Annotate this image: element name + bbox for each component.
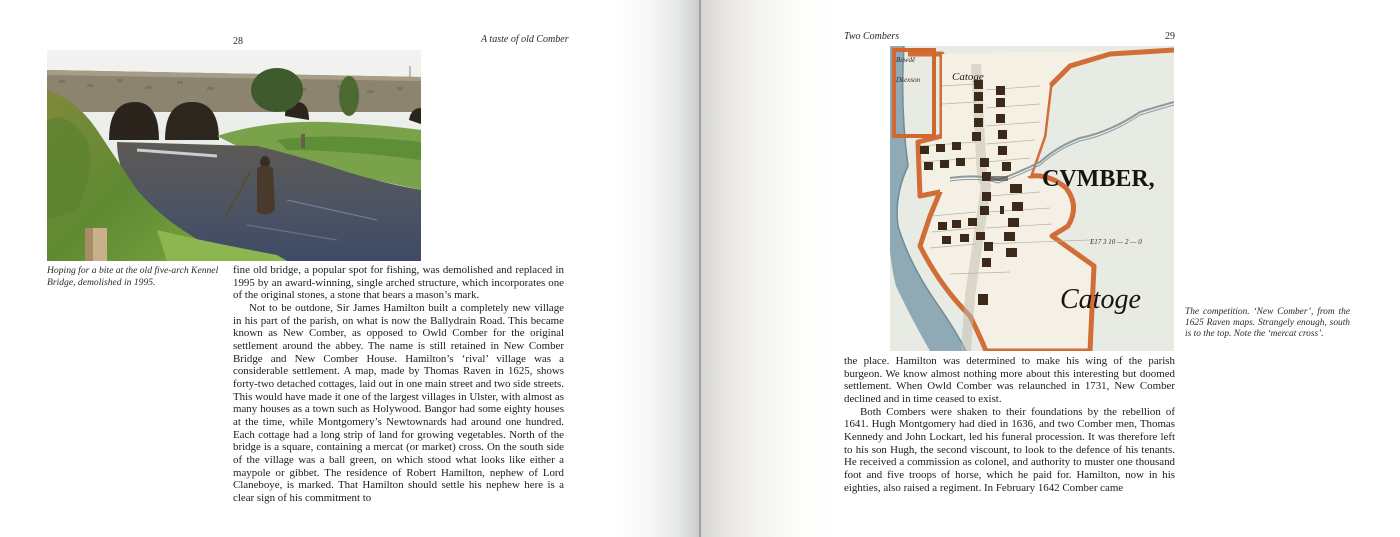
kennel-bridge-image — [47, 50, 421, 261]
map-label-catoge-bottom: Catoge — [1060, 284, 1141, 315]
map-label-bowde: Bowdē — [896, 56, 916, 64]
left-page-body — [233, 264, 564, 504]
map-label-dkexson: Dkexson — [896, 76, 921, 84]
paragraph: fine old bridge, a popular spot for fishing, was demolished and replaced in 1995 by an award-winning, single arched structure, which incorporates one of the original stones, a stone that bears a mason’s mark. — [233, 264, 564, 302]
map-label-town: CVMBER, — [1042, 166, 1155, 192]
page-number-right: 29 — [1165, 31, 1175, 42]
paragraph: Not to be outdone, Sir James Hamilton built a completely new village in his part of the parish, on what is now the Ballydrain Road. This became known as New Comber, as opposed to Owld Comber for the original settlement around the abbey. The name is still retained in New Comber Bridge and New Comber House. Hamilton’s ‘rival’ village was a considerable settlement. A map, made by Thomas Raven in 1625, shows forty-two detached cottages, laid out in one main street and two side streets. This would have made it one of the largest villages in Ulster, with almost as many houses as a town such as Holywood. Bangor had some eighty houses at the time, while Montgomery’s Newtownards had around one hundred. Each cottage had a long strip of land for growing vegetables. North of the bridge is a square, containing a mercat (or market) cross. On the south side of the village was a ball green, on which stood what looks like either a maypole or gibbet. The residence of Robert Hamilton, nephew of Lord Claneboye, is marked. That Hamilton should settle his nephew here is a clear sign of his commitment to — [233, 301, 564, 504]
map-scale-note: E17 3 10 — 2 — 0 — [1090, 238, 1142, 246]
paragraph: the place. Hamilton was determined to make his wing of the parish burgeon. We know almost nothing more about this interesting but doomed settlement. When Owld Comber was relaunched in 1731, New Comber declined and in time ceased to exist. — [844, 355, 1175, 405]
new-comber-map-image — [890, 46, 1174, 351]
right-page-body — [844, 355, 1175, 494]
bridge-photo-caption: Hoping for a bite at the old five-arch Kennel Bridge, demolished in 1995. — [47, 265, 219, 288]
raven-map-figure — [890, 46, 1174, 351]
running-head-left: A taste of old Comber — [481, 34, 569, 45]
paragraph: Both Combers were shaken to their foundations by the rebellion of 1641. Hugh Montgomery had died in 1636, and two Comber men, Thomas Kennedy and John Lockart, led his funeral procession. It was therefore left to his son Hugh, the second viscount, to look to the defence of his tenants. He received a commission as colonel, and authority to muster one thousand foot and five troops of horse, which he paid for. Hamilton, now in his eighties, also raised a regiment. In February 1642 Comber came — [844, 405, 1175, 494]
bridge-photograph — [47, 50, 421, 261]
map-label-catoge-top: Catoge — [952, 71, 984, 83]
map-caption: The competition. ‘New Comber’, from the 1625 Raven maps. Strangely enough, south is to the top. Note the ‘mercat cross’. — [1185, 307, 1350, 339]
running-head-right: Two Combers — [844, 31, 900, 42]
page-number-left: 28 — [233, 36, 243, 47]
